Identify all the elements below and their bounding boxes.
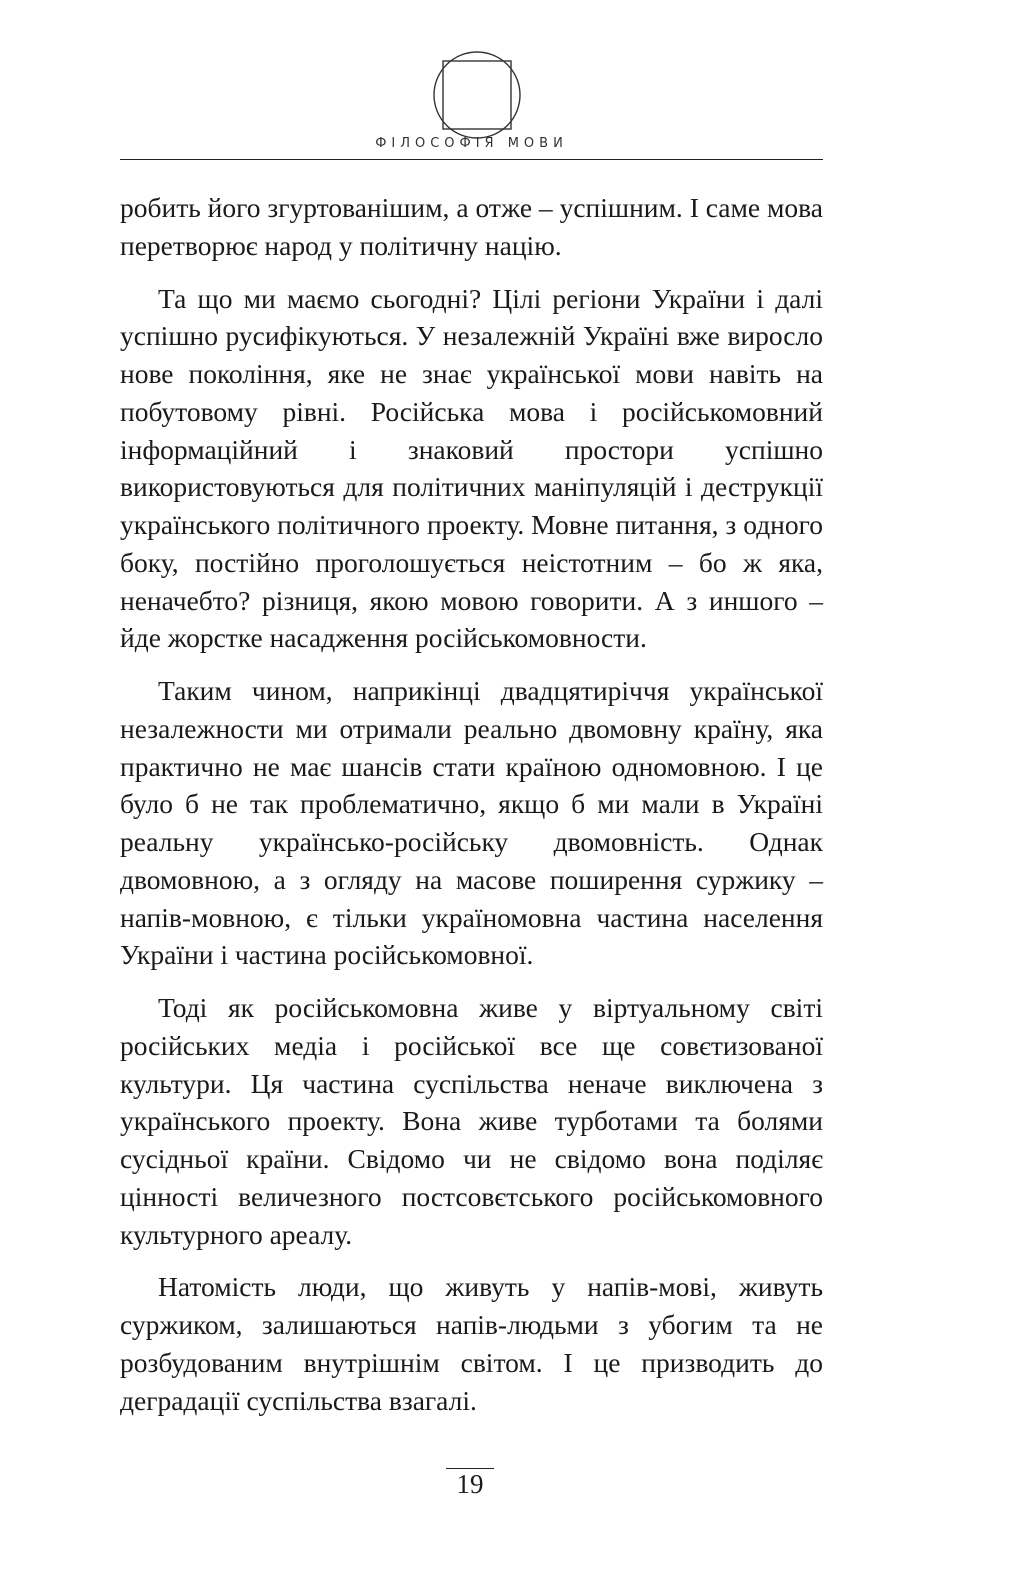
paragraph-3: Таким чином, наприкінці двадцятиріччя української незалежности ми отримали реально двомовну країну, яка практично не має шансів стати країною одномовною. І це було б не так проблематично, якщо б ми мали в Україні реальну українсько-російську двомовність. Однак двомовною, а з огляду на масове поширення суржику – напів-мовною, є тільки україномовна частина населення України і частина російськомовної.	[120, 675, 823, 971]
paragraph-1: робить його згуртованішим, а отже – успішним. І саме мова перетворює народ у політичну націю.	[120, 192, 823, 261]
header-rule	[120, 159, 823, 160]
paragraph-5: Натомість люди, що живуть у напів-мові, живуть суржиком, залишаються напів-людьми з убогим та не розбудованим внутрішнім світом. І це призводить до деградації суспільства взагалі.	[120, 1271, 823, 1416]
circle-square-emblem-icon	[432, 50, 522, 140]
main-text-block	[120, 189, 823, 1434]
running-head-title: ФІЛОСОФІЯ МОВИ	[375, 136, 568, 151]
paragraph-2: Та що ми маємо сьогодні? Цілі регіони України і далі успішно русифікуються. У незалежній Україні вже виросло нове покоління, яке не знає української мови навіть на побутовому рівні. Російська мова і російськомовний інформаційний і знаковий простори успішно використовуються для політичних маніпуляцій і деструкції українського політичного проекту. Мовне питання, з одного боку, постійно проголошується неістотним – бо ж яка, неначебто? різниця, якою мовою говорити. А з иншого – йде жорстке насадження російськомовности.	[120, 282, 823, 654]
paragraph-4: Тоді як російськомовна живе у віртуальному світі російських медіа і російської все ще совєтизованої культури. Ця частина суспільства неначе виключена з українського проекту. Вона живе турботами та болями сусідньої країни. Свідомо чи не свідомо вона поділяє цінності величезного постсовєтського російськомовного культурного ареалу.	[120, 992, 823, 1250]
page-number: 19	[456, 1469, 484, 1499]
